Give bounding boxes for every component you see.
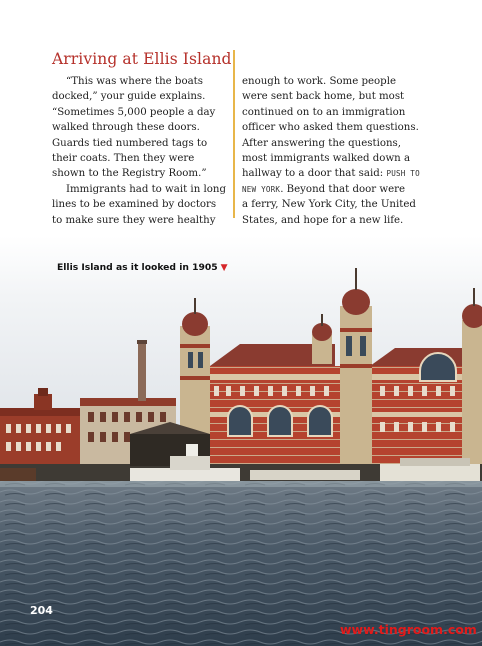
- text-line: Immigrants had to wait in long: [66, 183, 226, 195]
- text-line: to make sure they were healthy: [52, 214, 216, 226]
- column-divider: [233, 50, 235, 218]
- ellis-island-photo: [0, 236, 482, 646]
- text-line: “This was where the boats: [66, 76, 203, 87]
- text-line: walked through these doors.: [52, 122, 200, 134]
- text-line: were sent back home, but most: [242, 91, 405, 103]
- text-line: “Sometimes 5,000 people a day: [52, 106, 216, 118]
- text-line: States, and hope for a new life.: [242, 214, 404, 226]
- text-line: most immigrants walked down a: [242, 153, 411, 165]
- sign-text-new-york: NEW YORK: [242, 184, 281, 194]
- text-fragment: . Beyond that door were: [280, 183, 405, 195]
- main-building: [200, 344, 470, 476]
- page-number: 204: [30, 604, 53, 617]
- caption-arrow-icon: ▼: [220, 263, 228, 273]
- text-line: continued on to an immigration: [242, 106, 406, 118]
- text-line: their coats. Then they were: [52, 153, 195, 165]
- text-line: Guards tied numbered tags to: [52, 137, 208, 149]
- sign-text-push-to: PUSH TO: [386, 169, 420, 179]
- caption-text: Ellis Island as it looked in 1905: [57, 262, 218, 273]
- text-line: shown to the Registry Room.”: [52, 168, 207, 180]
- text-line: enough to work. Some people: [242, 76, 396, 87]
- text-line: [242, 166, 424, 181]
- left-column: [52, 74, 232, 228]
- text-line: [242, 182, 424, 197]
- text-line: lines to be examined by doctors: [52, 199, 217, 211]
- text-line: After answering the questions,: [242, 137, 402, 149]
- text-line: docked,” your guide explains.: [52, 91, 206, 103]
- watermark: www.tingroom.com: [340, 622, 477, 637]
- text-fragment: hallway to a door that said:: [242, 168, 387, 180]
- right-column: [242, 74, 424, 228]
- text-line: officer who asked them questions.: [242, 122, 419, 134]
- photo-caption: [57, 262, 228, 273]
- text-line: a ferry, New York City, the United: [242, 199, 416, 211]
- article-title: Arriving at Ellis Island: [52, 50, 232, 68]
